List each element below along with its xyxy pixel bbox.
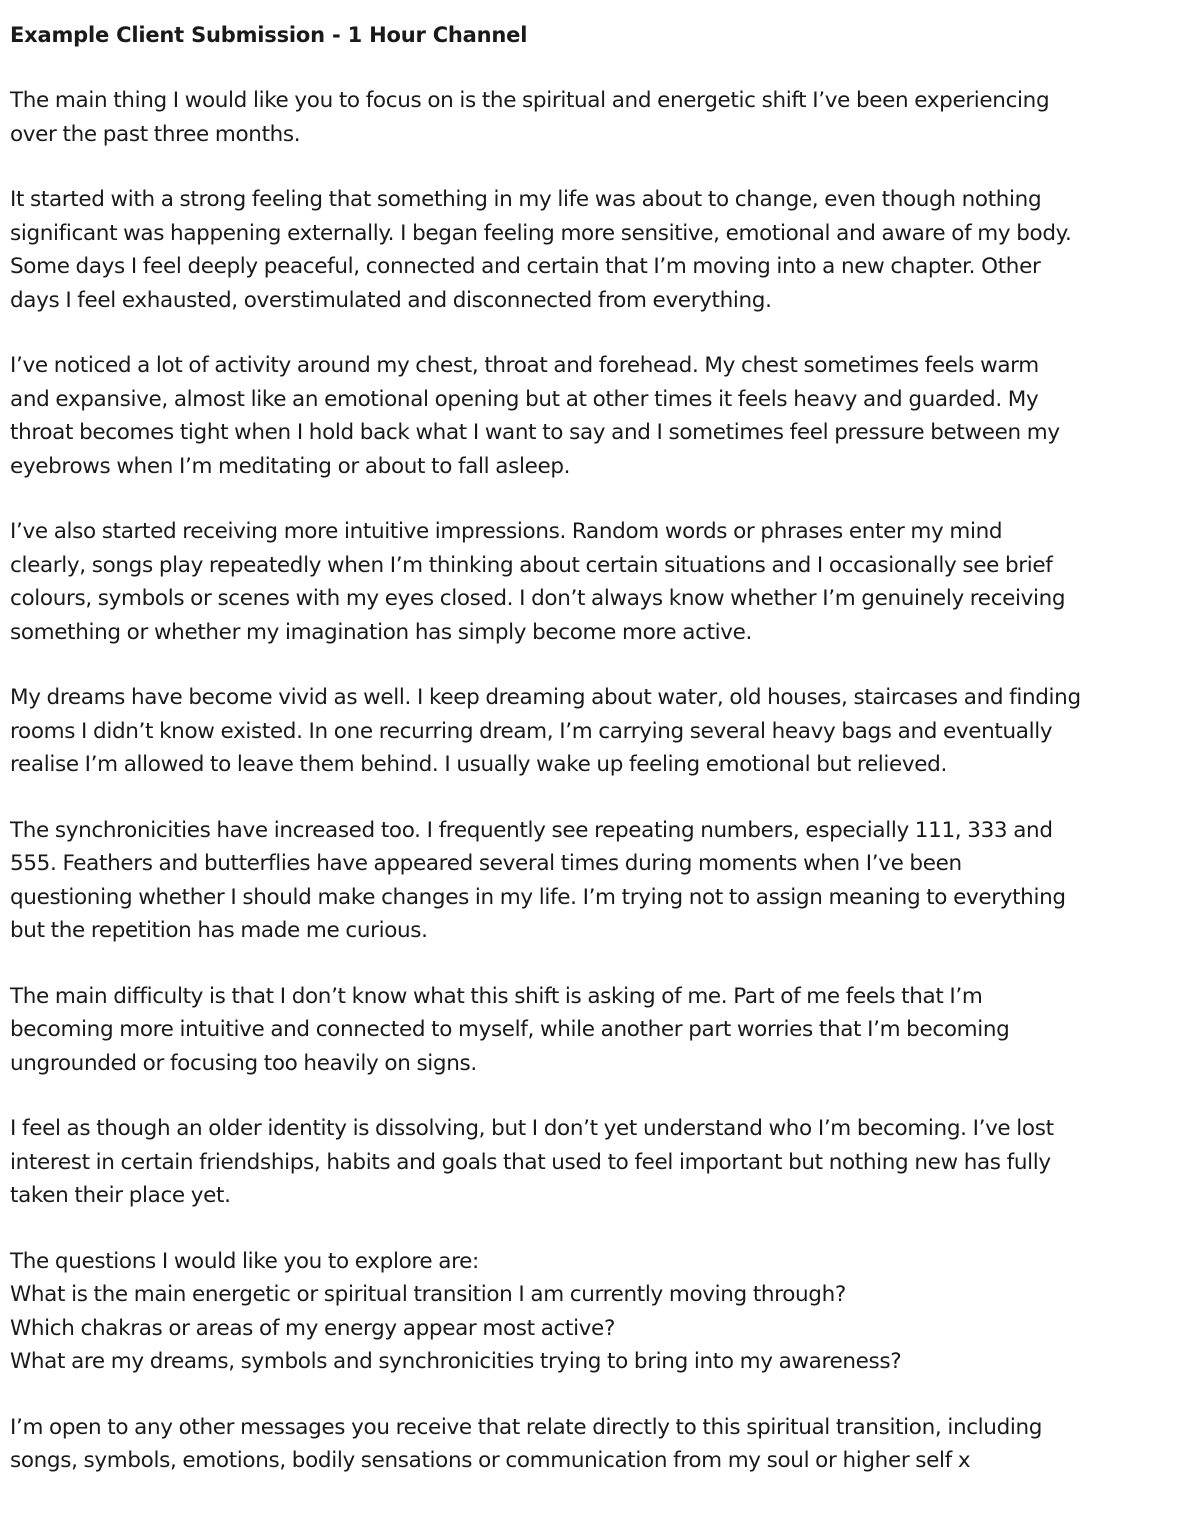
text-line: realise I’m allowed to leave them behind. I usually wake up feeling emotional but relieved. xyxy=(10,752,947,777)
paragraph-beginning xyxy=(10,183,1196,317)
text-line: questioning whether I should make changes in my life. I’m trying not to assign meaning to everything xyxy=(10,884,1066,910)
text-line: I’m open to any other messages you receive that relate directly to this spiritual transition, including xyxy=(10,1414,1043,1440)
question-item: Which chakras or areas of my energy appear most active? xyxy=(10,1315,615,1341)
text-line: colours, symbols or scenes with my eyes closed. I don’t always know whether I’m genuinely receiving xyxy=(10,586,1066,611)
text-line: The main thing I would like you to focus on is the spiritual and energetic shift I’ve been experiencing xyxy=(10,88,1050,113)
paragraph-closing xyxy=(10,1411,1196,1478)
text-line: and expansive, almost like an emotional opening but at other times it feels heavy and guarded. My xyxy=(10,386,1039,412)
text-line: ungrounded or focusing too heavily on signs. xyxy=(10,1050,477,1076)
text-line: taken their place yet. xyxy=(10,1183,231,1208)
text-line: My dreams have become vivid as well. I keep dreaming about water, old houses, staircases and finding xyxy=(10,685,1081,710)
text-line: interest in certain friendships, habits and goals that used to feel important but nothing new has fully xyxy=(10,1149,1051,1175)
text-line: It started with a strong feeling that something in my life was about to change, even though nothing xyxy=(10,187,1042,212)
text-line: clearly, songs play repeatedly when I’m thinking about certain situations and I occasionally see brief xyxy=(10,552,1053,578)
text-line: significant was happening externally. I began feeling more sensitive, emotional and aware of my body. xyxy=(10,220,1072,246)
paragraph-body-activity xyxy=(10,349,1196,483)
document xyxy=(10,18,1196,1510)
paragraph-synchronicities xyxy=(10,814,1196,948)
paragraph-identity xyxy=(10,1112,1196,1213)
question-item: What are my dreams, symbols and synchronicities trying to bring into my awareness? xyxy=(10,1349,902,1374)
text-line: The main difficulty is that I don’t know what this shift is asking of me. Part of me feels that I’m xyxy=(10,983,983,1009)
text-line: 555. Feathers and butterflies have appeared several times during moments when I’ve been xyxy=(10,851,962,876)
text-line: I feel as though an older identity is dissolving, but I don’t yet understand who I’m becoming. I’ve lost xyxy=(10,1116,1054,1141)
paragraph-focus xyxy=(10,84,1196,151)
paragraph-dreams xyxy=(10,681,1196,782)
text-line: becoming more intuitive and connected to myself, while another part worries that I’m becoming xyxy=(10,1017,1010,1042)
text-line: The synchronicities have increased too. I frequently see repeating numbers, especially 111, 333 and xyxy=(10,817,1053,843)
text-line: I’ve noticed a lot of activity around my chest, throat and forehead. My chest sometimes feels warm xyxy=(10,353,1039,378)
document-title: Example Client Submission - 1 Hour Channel xyxy=(10,23,528,47)
text-line: days I feel exhausted, overstimulated and disconnected from everything. xyxy=(10,287,772,313)
text-line: but the repetition has made me curious. xyxy=(10,918,428,943)
text-line: rooms I didn’t know existed. In one recurring dream, I’m carrying several heavy bags and eventually xyxy=(10,718,1053,744)
text-line: throat becomes tight when I hold back what I want to say and I sometimes feel pressure between my xyxy=(10,420,1060,445)
paragraph-difficulty xyxy=(10,980,1196,1081)
text-line: something or whether my imagination has simply become more active. xyxy=(10,619,753,645)
text-line: eyebrows when I’m meditating or about to fall asleep. xyxy=(10,453,571,479)
text-line: I’ve also started receiving more intuitive impressions. Random words or phrases enter my mind xyxy=(10,519,1003,544)
questions-section xyxy=(10,1245,1196,1379)
questions-intro: The questions I would like you to explore are: xyxy=(10,1248,479,1274)
question-item: What is the main energetic or spiritual transition I am currently moving through? xyxy=(10,1282,846,1307)
paragraph-intuition xyxy=(10,515,1196,649)
text-line: Some days I feel deeply peaceful, connected and certain that I’m moving into a new chapter. Other xyxy=(10,254,1041,279)
text-line: over the past three months. xyxy=(10,121,301,147)
text-line: songs, symbols, emotions, bodily sensations or communication from my soul or higher self x xyxy=(10,1448,971,1473)
